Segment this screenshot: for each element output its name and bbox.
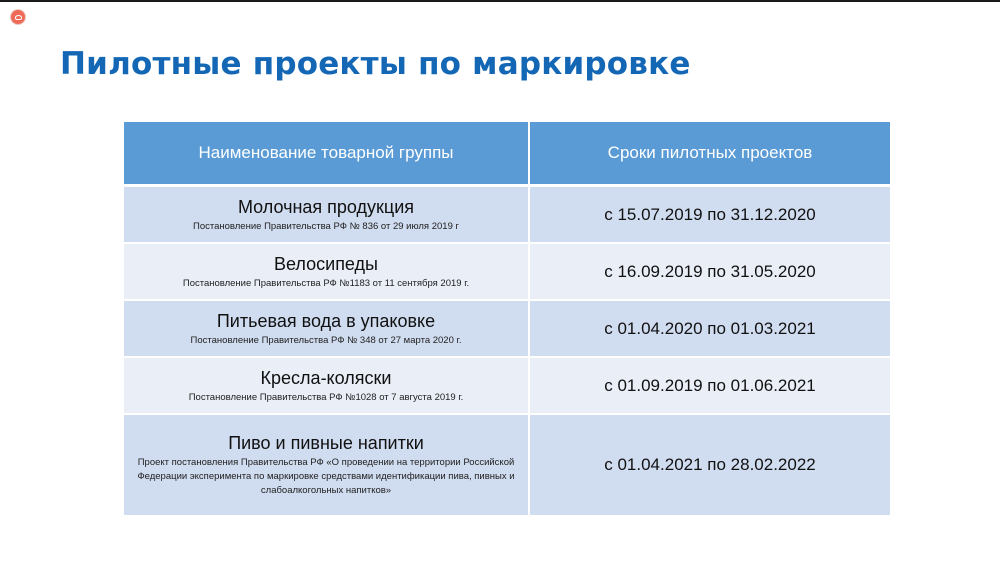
product-group-name: Кресла-коляски [260,367,392,388]
regulation-reference: Постановление Правительства РФ №1028 от 7 августа 2019 г. [188,391,464,403]
pilot-period-cell [529,243,890,300]
product-group-cell [124,357,529,414]
header-pilot-period: Сроки пилотных проектов [529,122,890,186]
pilot-period: с 01.09.2019 по 01.06.2021 [604,375,816,395]
pilot-period: с 01.04.2021 по 28.02.2022 [604,455,816,474]
table-row [124,357,890,414]
pilot-period: с 15.07.2019 по 31.12.2020 [604,204,816,224]
regulation-reference: Проект постановления Правительства РФ «О проведении на территории Российской Федерации эксперимента по маркировке средствами идентификации пива, пивных и слабоалкогольных напитков» [137,457,515,496]
table-row [124,414,890,515]
product-group-name: Велосипеды [274,253,378,274]
pilot-period-cell [529,357,890,414]
product-group-cell [124,300,529,357]
window-top-border [0,0,1000,2]
header-product-group: Наименование товарной группы [124,122,529,186]
regulation-reference: Постановление Правительства РФ № 836 от 29 июля 2019 г [193,220,459,232]
regulation-reference: Постановление Правительства РФ №1183 от 11 сентября 2019 г. [182,277,470,289]
pilot-period-cell [529,300,890,357]
pilot-period: с 01.04.2020 по 01.03.2021 [604,318,816,338]
pilot-period: с 16.09.2019 по 31.05.2020 [604,261,816,281]
table-row [124,243,890,300]
product-group-name: Пиво и пивные напитки [228,433,424,453]
table-row [124,186,890,244]
table-row [124,300,890,357]
regulation-reference: Постановление Правительства РФ № 348 от 27 марта 2020 г. [190,334,462,346]
pilot-period-cell [529,186,890,244]
product-group-cell [124,243,529,300]
record-indicator-icon[interactable] [11,10,25,24]
slide-title: Пилотные проекты по маркировке [60,46,691,82]
pilot-period-cell [529,414,890,515]
pilot-projects-table [124,122,890,515]
product-group-name: Молочная продукция [237,196,415,217]
record-indicator-glyph [15,15,22,20]
product-group-cell [124,186,529,244]
table-header-row [124,122,890,186]
product-group-name: Питьевая вода в упаковке [216,310,436,331]
product-group-cell [124,414,529,515]
